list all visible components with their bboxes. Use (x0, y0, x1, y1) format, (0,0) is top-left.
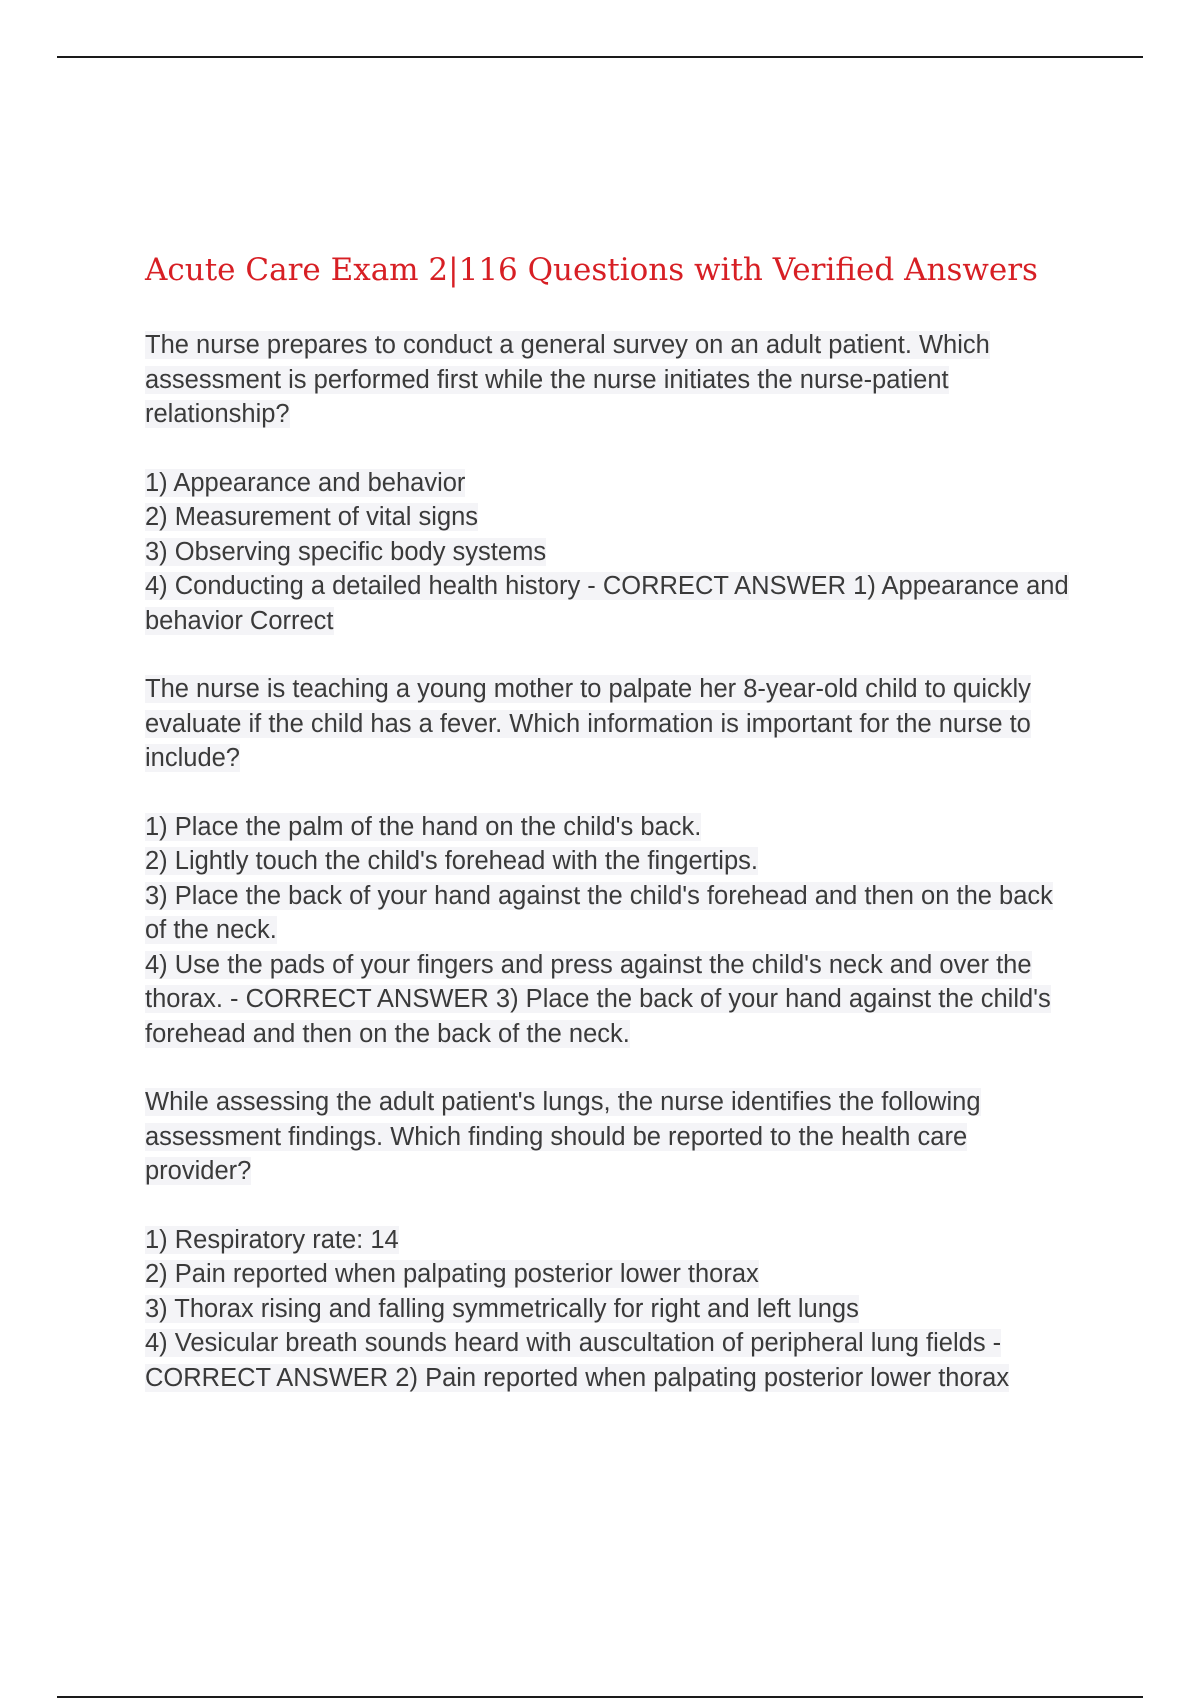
top-rule (57, 56, 1143, 58)
question-text-line: While assessing the adult patient's lungs, the nurse identifies the following (145, 1088, 981, 1116)
question-text-line: relationship? (145, 400, 290, 428)
question-text-line: assessment findings. Which finding should be reported to the health care (145, 1122, 968, 1151)
document-title: Acute Care Exam 2|116 Questions with Verified Answers (145, 252, 1038, 288)
option-line: 4) Conducting a detailed health history - CORRECT ANSWER 1) Appearance and (145, 572, 1069, 600)
question-2-options (145, 810, 1075, 1052)
option-line: 1) Place the palm of the hand on the child's back. (145, 812, 702, 841)
option-line: forehead and then on the back of the neck. (145, 1019, 630, 1048)
option-line: thorax. - CORRECT ANSWER 3) Place the back of your hand against the child's (145, 985, 1051, 1013)
question-3-stem (145, 1085, 1075, 1189)
question-text-line: evaluate if the child has a fever. Which information is important for the nurse to (145, 709, 1031, 738)
option-line: 3) Observing specific body systems (145, 537, 547, 566)
question-3-options (145, 1223, 1075, 1396)
question-1-stem (145, 328, 1075, 432)
bottom-rule (57, 1696, 1143, 1698)
option-line: 4) Vesicular breath sounds heard with auscultation of peripheral lung fields - (145, 1329, 1002, 1357)
question-2-stem (145, 672, 1075, 776)
question-text-line: include? (145, 744, 240, 772)
question-text-line: The nurse is teaching a young mother to palpate her 8-year-old child to quickly (145, 675, 1031, 703)
question-text-line: The nurse prepares to conduct a general survey on an adult patient. Which (145, 331, 990, 359)
option-line: 1) Appearance and behavior (145, 468, 466, 497)
option-line: 1) Respiratory rate: 14 (145, 1225, 399, 1254)
option-line: 3) Thorax rising and falling symmetrically for right and left lungs (145, 1294, 859, 1323)
document-body (145, 248, 1075, 1429)
option-line: 4) Use the pads of your fingers and press against the child's neck and over the (145, 950, 1032, 979)
option-line: 2) Pain reported when palpating posterior lower thorax (145, 1260, 759, 1288)
option-line: 2) Measurement of vital signs (145, 503, 479, 531)
question-text-line: assessment is performed first while the nurse initiates the nurse-patient (145, 365, 949, 394)
question-text-line: provider? (145, 1157, 252, 1185)
option-line: of the neck. (145, 916, 277, 944)
option-line: CORRECT ANSWER 2) Pain reported when palpating posterior lower thorax (145, 1363, 1010, 1392)
question-1-options (145, 466, 1075, 639)
option-line: 3) Place the back of your hand against the child's forehead and then on the back (145, 881, 1053, 910)
option-line: behavior Correct (145, 606, 334, 635)
option-line: 2) Lightly touch the child's forehead with the fingertips. (145, 847, 758, 875)
